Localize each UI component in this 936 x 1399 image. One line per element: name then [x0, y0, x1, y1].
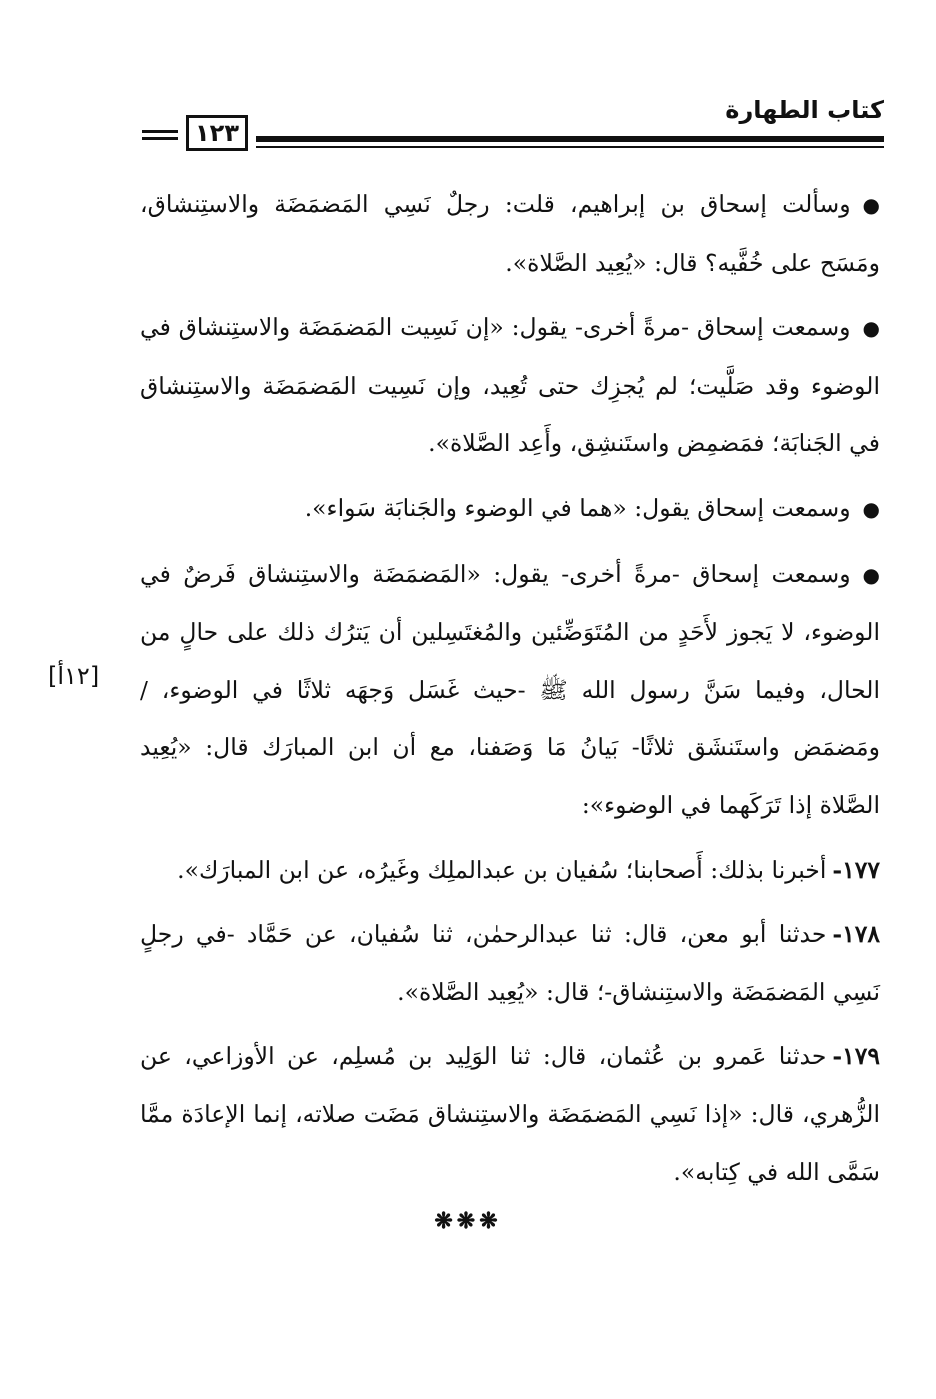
bullet-icon: ●: [862, 496, 880, 521]
hadith-number: ١٧٧-: [832, 855, 880, 884]
bullet-icon: ●: [862, 193, 880, 217]
section-divider: ❋❋❋: [434, 1208, 502, 1234]
hadith-text: أخبرنا بذلك: أَصحابنا؛ سُفيان بن عبدالملِك وغَيرُه، عن ابن المبارَك».: [177, 855, 827, 884]
paragraph-text: وسمعت إسحاق -مرةً أخرى- يقول: «إن نَسِيت المَضمَضَة والاستِنشاق في الوضوء وقد صَلَّيت؛ لم يُجزِك حتى تُعِيد، وإن نَسِيت المَضمَضَة والاستِنشاق في الجَنابَة؛ فمَضمِض واستَنشِق، وأَعِد الصَّلاة».: [140, 313, 880, 458]
page-number-ornament: [142, 130, 178, 142]
paragraph-text: وسمعت إسحاق يقول: «هما في الوضوء والجَنابَة سَواء».: [304, 493, 851, 522]
paragraph: [140, 546, 880, 835]
hadith-entry: [140, 842, 880, 900]
paragraph: [140, 176, 880, 292]
paragraph-text: وسمعت إسحاق -مرةً أخرى- يقول: «المَضمَضَة والاستِنشاق فَرضٌ في الوضوء، لا يَجوز لأَحَدٍ من المُتَوَضِّئين والمُغتَسِلين أن يَترُك ذلك على حالٍ من الحال، وفيما سَنَّ رسول الله ﷺ -حيث غَسَل وَجهَه ثلاثًا في الوضوء، / ومَضمَض واستَنشَق ثلاثًا- بَيانُ مَا وَصَفنا، مع أن ابن المبارَك قال: «يُعِيد الصَّلاة إذا تَرَكَهما في الوضوء»:: [140, 559, 880, 819]
manuscript-folio-marker: [١٢أ]: [48, 662, 100, 690]
page-body: [140, 176, 880, 1208]
header-rule: [256, 136, 884, 142]
paragraph: [140, 299, 880, 473]
page-number: ١٢٣: [186, 115, 248, 151]
paragraph: [140, 480, 880, 539]
hadith-entry: [140, 906, 880, 1021]
bullet-icon: ●: [862, 316, 880, 341]
running-title: كتاب الطهارة: [725, 96, 884, 124]
hadith-text: حدثنا أبو معن، قال: ثنا عبدالرحمٰن، ثنا سُفيان، عن حَمَّاد -في رجلٍ نَسِي المَضمَضَة والاستِنشاق-؛ قال: «يُعِيد الصَّلاة».: [140, 920, 880, 1006]
paragraph-text: وسألت إسحاق بن إبراهيم، قلت: رجلٌ نَسِي المَضمَضَة والاستِنشاق، ومَسَح على خُفَّيه؟ قال: «يُعِيد الصَّلاة».: [140, 190, 880, 277]
hadith-text: حدثنا عَمرو بن عُثمان، قال: ثنا الوَلِيد بن مُسلِم، عن الأوزاعي، عن الزُّهري، قال: «إذا نَسِي المَضمَضَة والاستِنشاق مَضَت صلاته، إنما الإعادَة ممَّا سَمَّى الله في كِتابه».: [140, 1042, 880, 1186]
bullet-icon: ●: [862, 562, 880, 587]
hadith-entry: [140, 1028, 880, 1201]
hadith-number: ١٧٨-: [832, 920, 880, 949]
header-rule-thin: [256, 146, 884, 148]
hadith-number: ١٧٩-: [832, 1042, 880, 1071]
